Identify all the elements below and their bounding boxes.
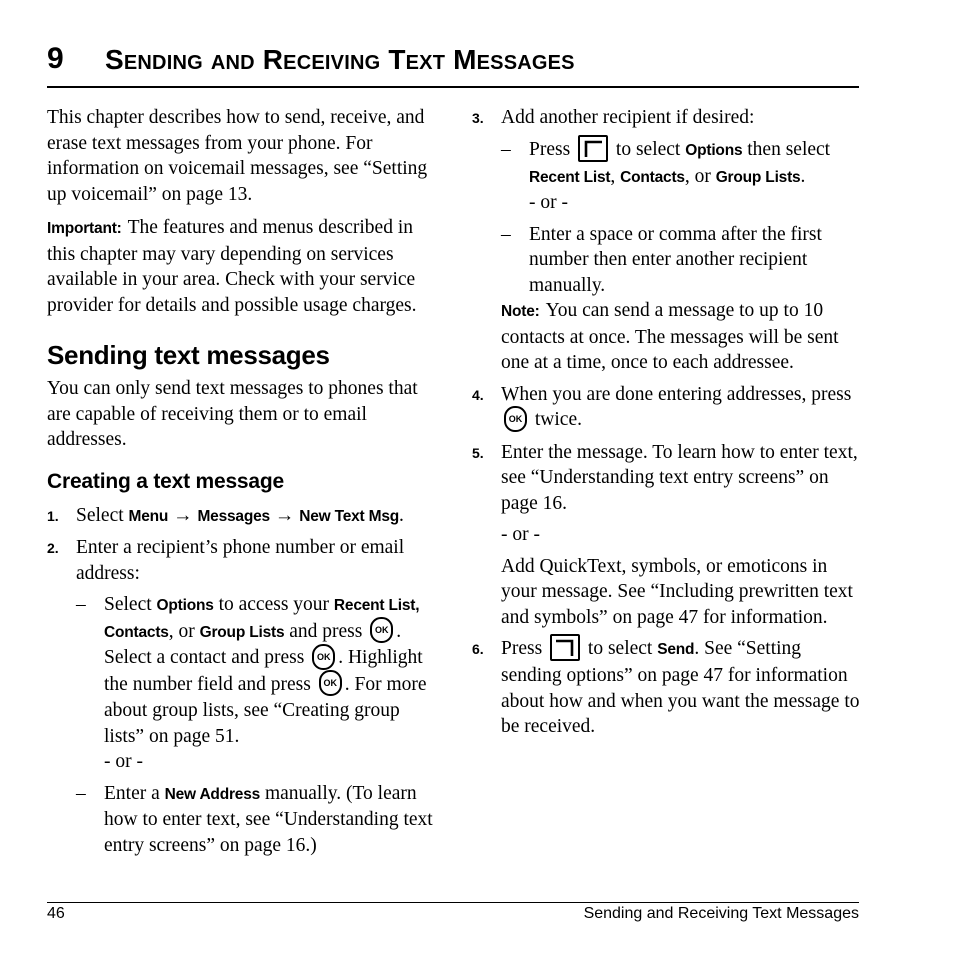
step-text: manually. (To learn how to enter text, see “Understanding text entry screens” on page 16.) <box>104 782 433 856</box>
step-text: . <box>399 504 404 526</box>
step-text: twice. <box>530 409 582 431</box>
step-text: Select <box>76 504 129 526</box>
new-address-label: New Address <box>164 785 261 803</box>
step-number: 1. <box>47 507 59 524</box>
step-5-alternative: Add QuickText, symbols, or emoticons in your message. See “Including prewritten text and symbols” on page 47 for information. <box>501 555 853 628</box>
step-number: 5. <box>472 444 484 461</box>
left-softkey-icon <box>578 135 608 162</box>
step-number: 6. <box>472 641 484 658</box>
step-text: Add another recipient if desired: <box>501 107 755 128</box>
messages-label: Messages <box>197 507 270 525</box>
step-text: , or <box>684 165 716 187</box>
arrow: → <box>269 504 300 526</box>
right-column <box>472 105 864 740</box>
note-label: Note: <box>501 303 540 321</box>
recent-contacts-label: Recent List, Contacts <box>104 597 420 641</box>
step-number: 3. <box>472 110 484 126</box>
step-1 <box>47 503 437 530</box>
dash-bullet: – <box>76 782 86 804</box>
chapter-title: Sending and Receiving Text Messages <box>105 44 575 75</box>
right-softkey-icon <box>550 634 580 661</box>
step-3 <box>472 105 864 376</box>
ok-key-icon: OK <box>504 406 527 432</box>
page-footer <box>47 902 859 927</box>
or-separator: - or - <box>501 524 540 546</box>
section-paragraph: You can only send text messages to phones that are capable of receiving them or to email addresses. <box>47 378 418 450</box>
step-text: then select <box>742 138 831 160</box>
dash-bullet: – <box>501 138 511 160</box>
step-text: . <box>800 165 806 187</box>
important-text: The features and menus described in this chapter may vary depending on services available in your area. Check with your service provider for details and possible usage charges. <box>47 217 417 316</box>
step-6 <box>472 636 864 740</box>
step-2 <box>47 535 437 858</box>
step-text: . Highlight the number field and press <box>104 647 423 695</box>
important-label: Important: <box>47 220 122 237</box>
step-text: and press <box>284 620 368 642</box>
or-separator: - or - <box>104 751 143 773</box>
step-5 <box>472 440 864 631</box>
step-text: . For more about group lists, see “Creating group lists” on page 51. <box>104 673 427 747</box>
note-text: You can send a message to up to 10 contacts at once. The messages will be sent one at a time, once to each addressee. <box>501 300 839 374</box>
step-text: Enter a space or comma after the first number then enter another recipient manually. <box>529 223 822 296</box>
step-text: Select <box>104 594 157 615</box>
chapter-header <box>47 38 859 88</box>
note-paragraph <box>501 298 864 376</box>
step-text: When you are done entering addresses, press <box>501 383 852 405</box>
step-4 <box>472 382 864 434</box>
recent-list-label: Recent List <box>529 168 611 186</box>
chapter-number: 9 <box>47 42 64 75</box>
new-text-msg-label: New Text Msg <box>299 507 400 525</box>
step-text: Press <box>529 138 576 160</box>
important-paragraph <box>47 215 437 318</box>
subsection-heading: Creating a text message <box>47 469 285 493</box>
ok-key-icon: OK <box>312 644 335 670</box>
step-number: 2. <box>47 540 59 556</box>
group-lists-label: Group Lists <box>199 623 285 641</box>
step-2-option-a <box>76 592 437 775</box>
section-heading: Sending text messages <box>47 340 330 370</box>
contacts-label: Contacts <box>620 168 685 186</box>
step-3-option-b <box>501 222 864 299</box>
ok-key-icon: OK <box>319 670 342 696</box>
step-text: , or <box>168 620 200 642</box>
send-label: Send <box>657 641 695 659</box>
left-column <box>47 105 437 858</box>
options-label: Options <box>685 141 743 159</box>
dash-bullet: – <box>501 223 511 245</box>
step-text: , <box>610 165 621 187</box>
step-text: Press <box>501 638 548 660</box>
options-label: Options <box>156 597 214 614</box>
step-2-option-b <box>76 781 437 859</box>
dash-bullet: – <box>76 594 86 615</box>
ok-key-icon: OK <box>370 617 393 643</box>
footer-title: Sending and Receiving Text Messages <box>583 905 859 922</box>
intro-paragraph: This chapter describes how to send, receive, and erase text messages from your phone. For information on voicemail messages, see “Setting up voicemail” on page 13. <box>47 107 428 205</box>
step-text: to select <box>611 138 686 160</box>
step-number: 4. <box>472 386 484 403</box>
or-separator: - or - <box>529 192 568 214</box>
arrow: → <box>168 504 198 526</box>
page-number: 46 <box>47 905 65 922</box>
menu-label: Menu <box>128 507 169 525</box>
step-text: to select <box>583 638 658 660</box>
step-text: . See “Setting sending options” on page 47 for information about how and when you want the message to be received. <box>501 638 860 738</box>
step-text: Enter a <box>104 782 165 804</box>
step-text: to access your <box>213 594 334 615</box>
step-3-option-a <box>501 137 864 216</box>
step-text: Enter the message. To learn how to enter text, see “Understanding text entry screens” on page 16. <box>501 441 858 514</box>
step-text: Enter a recipient’s phone number or email address: <box>76 537 405 584</box>
step-text: . Select a contact and press <box>104 620 402 669</box>
group-lists-label: Group Lists <box>715 168 801 186</box>
